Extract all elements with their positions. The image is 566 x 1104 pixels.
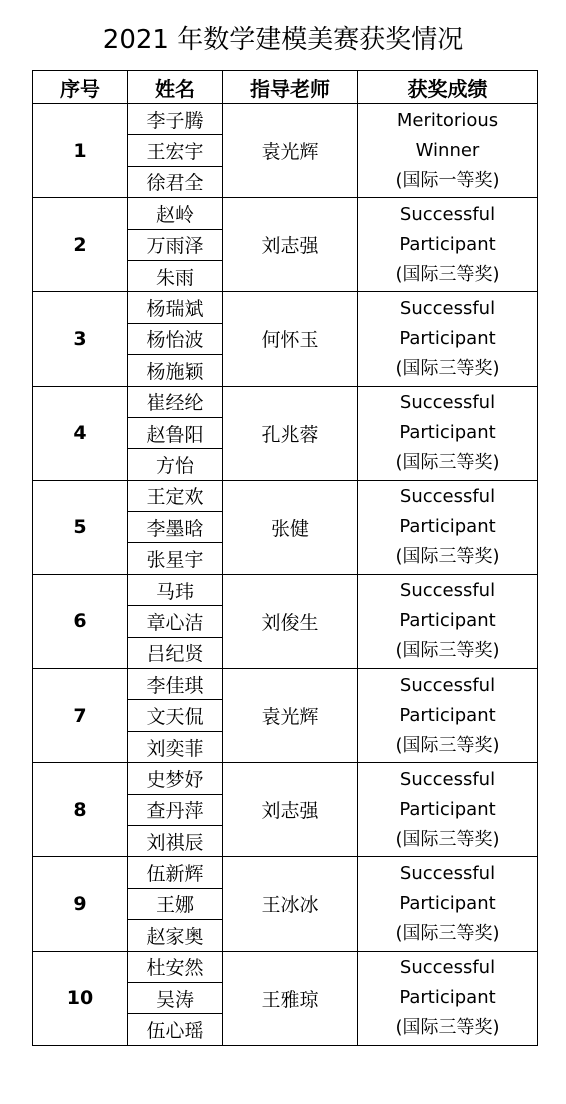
award-result-line: Successful (399, 203, 496, 225)
header-award-result: 获奖成绩 (358, 71, 538, 104)
member-name-cell: 万雨泽 (128, 229, 223, 260)
serial-number-cell: 1 (33, 104, 128, 198)
award-result-line: Successful (399, 297, 496, 319)
award-result-line: (国际三等奖) (395, 640, 500, 662)
table-row (33, 574, 538, 605)
award-result-line: Participant (399, 892, 496, 914)
awards-table (32, 70, 538, 1046)
page-title: 2021 年数学建模美赛获奖情况 (102, 25, 464, 55)
award-result-cell (358, 198, 538, 292)
member-name-cell: 李子腾 (128, 104, 223, 135)
award-result-line: Successful (399, 957, 496, 979)
award-result-cell (358, 292, 538, 386)
header-serial-number: 序号 (33, 71, 128, 104)
member-name-cell: 杨怡波 (128, 323, 223, 354)
award-result-line: Participant (399, 798, 496, 820)
member-name-cell: 王宏宇 (128, 135, 223, 166)
award-result-line: (国际三等奖) (395, 263, 500, 285)
table-row (33, 480, 538, 511)
award-result-line: Successful (399, 392, 496, 414)
award-result-line: (国际三等奖) (395, 357, 500, 379)
member-name-cell: 赵鲁阳 (128, 417, 223, 448)
member-name-cell: 王娜 (128, 888, 223, 919)
advisor-cell: 刘志强 (223, 198, 358, 292)
advisor-cell: 刘俊生 (223, 574, 358, 668)
award-result-line: (国际一等奖) (395, 169, 500, 191)
member-name-cell: 徐君全 (128, 166, 223, 197)
advisor-cell: 袁光辉 (223, 669, 358, 763)
member-name-cell: 伍新辉 (128, 857, 223, 888)
award-result-line: (国际三等奖) (395, 734, 500, 756)
table-row (33, 763, 538, 794)
award-result-line: Successful (399, 862, 496, 884)
member-name-cell: 史梦妤 (128, 763, 223, 794)
table-row (33, 669, 538, 700)
member-name-cell: 李墨晗 (128, 512, 223, 543)
serial-number-cell: 2 (33, 198, 128, 292)
member-name-cell: 方怡 (128, 449, 223, 480)
award-result-line: Participant (399, 516, 496, 538)
member-name-cell: 杨瑞斌 (128, 292, 223, 323)
serial-number-cell: 5 (33, 480, 128, 574)
member-name-cell: 刘奕菲 (128, 731, 223, 762)
award-result-line: Meritorious (396, 109, 499, 131)
member-name-cell: 刘祺辰 (128, 825, 223, 856)
advisor-cell: 王雅琼 (223, 951, 358, 1045)
member-name-cell: 查丹萍 (128, 794, 223, 825)
advisor-cell: 王冰冰 (223, 857, 358, 951)
award-result-cell (358, 669, 538, 763)
serial-number-cell: 10 (33, 951, 128, 1045)
table-row (33, 386, 538, 417)
award-result-line: Successful (399, 486, 496, 508)
member-name-cell: 崔经纶 (128, 386, 223, 417)
award-result-line: (国际三等奖) (395, 546, 500, 568)
header-advisor: 指导老师 (223, 71, 358, 104)
table-row (33, 292, 538, 323)
member-name-cell: 杜安然 (128, 951, 223, 982)
award-result-line: Participant (399, 327, 496, 349)
member-name-cell: 吴涛 (128, 982, 223, 1013)
award-result-line: Participant (399, 233, 496, 255)
award-result-line: Participant (399, 422, 496, 444)
award-result-cell (358, 857, 538, 951)
member-name-cell: 马玮 (128, 574, 223, 605)
award-result-cell (358, 763, 538, 857)
award-result-cell (358, 480, 538, 574)
table-body (33, 104, 538, 1046)
award-result-line: (国际三等奖) (395, 828, 500, 850)
member-name-cell: 章心洁 (128, 606, 223, 637)
award-result-line: (国际三等奖) (395, 1017, 500, 1039)
member-name-cell: 朱雨 (128, 260, 223, 291)
award-result-line: Winner (415, 139, 480, 161)
award-result-cell (358, 574, 538, 668)
serial-number-cell: 8 (33, 763, 128, 857)
member-name-cell: 王定欢 (128, 480, 223, 511)
table-row (33, 857, 538, 888)
serial-number-cell: 7 (33, 669, 128, 763)
member-name-cell: 赵家奥 (128, 920, 223, 951)
table-header (33, 71, 538, 104)
advisor-cell: 袁光辉 (223, 104, 358, 198)
member-name-cell: 文天侃 (128, 700, 223, 731)
member-name-cell: 伍心瑶 (128, 1014, 223, 1045)
award-result-cell (358, 951, 538, 1045)
award-result-line: (国际三等奖) (395, 922, 500, 944)
member-name-cell: 杨施颖 (128, 355, 223, 386)
member-name-cell: 赵岭 (128, 198, 223, 229)
header-row (33, 71, 538, 104)
award-result-line: Participant (399, 987, 496, 1009)
award-result-line: Successful (399, 768, 496, 790)
member-name-cell: 李佳琪 (128, 669, 223, 700)
advisor-cell: 张健 (223, 480, 358, 574)
serial-number-cell: 3 (33, 292, 128, 386)
advisor-cell: 何怀玉 (223, 292, 358, 386)
serial-number-cell: 6 (33, 574, 128, 668)
advisor-cell: 刘志强 (223, 763, 358, 857)
award-result-line: Successful (399, 674, 496, 696)
serial-number-cell: 4 (33, 386, 128, 480)
header-name: 姓名 (128, 71, 223, 104)
table-row (33, 951, 538, 982)
award-result-line: Participant (399, 704, 496, 726)
award-result-cell (358, 386, 538, 480)
award-result-cell (358, 104, 538, 198)
award-result-line: Participant (399, 610, 496, 632)
award-result-line: (国际三等奖) (395, 452, 500, 474)
member-name-cell: 张星宇 (128, 543, 223, 574)
serial-number-cell: 9 (33, 857, 128, 951)
table-row (33, 198, 538, 229)
table-row (33, 104, 538, 135)
advisor-cell: 孔兆蓉 (223, 386, 358, 480)
member-name-cell: 吕纪贤 (128, 637, 223, 668)
award-result-line: Successful (399, 580, 496, 602)
